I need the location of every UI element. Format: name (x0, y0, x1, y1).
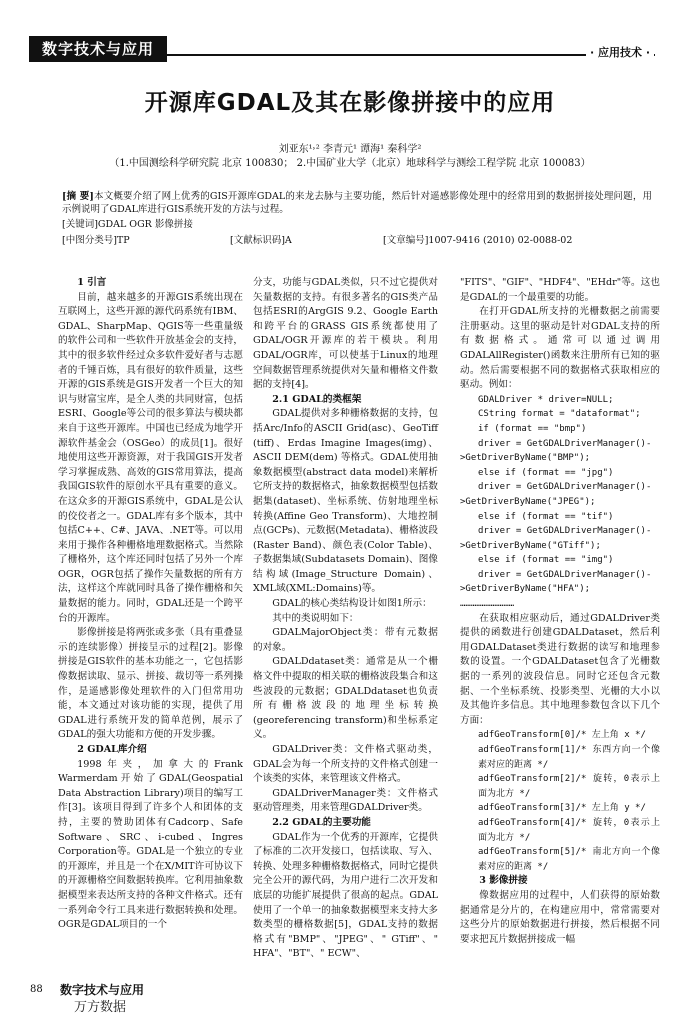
column-1 (58, 276, 243, 933)
paragraph: 像数据应用的过程中，人们获得的原始数据通常是分片的，在构建应用中，常常需要对这些分片的原始数据进行拼接，然后根据不同要求把瓦片数据拼接成一幅 (460, 889, 660, 945)
column-2 (253, 276, 438, 962)
clc-number: [中图分类号]TP (62, 235, 130, 246)
journal-banner: 数字技术与应用 (29, 36, 167, 62)
watermark: 万方数据 (74, 1000, 127, 1015)
authors: 刘亚东¹˒² 李青元¹ 谭海¹ 秦科学² (278, 144, 422, 155)
paragraph: GDALDdataset类：通常是从一个栅格文件中提取的相关联的栅格波段集合和这些波段的元数据；GDALDdataset也负责所有栅格波段的地理坐标转换(georeferencing transform)和坐标系定义。 (253, 656, 438, 741)
section-heading: 2.2 GDAL的主要功能 (272, 816, 371, 828)
affiliations: （1.中国测绘科学研究院 北京 100830； 2.中国矿业大学（北京）地球科学与测绘工程学院 北京 100083） (109, 158, 591, 169)
code-line: driver = GetGDALDriverManager()- (478, 569, 652, 580)
code-line: >GetDriverByName("BMP"); (460, 453, 591, 464)
paragraph: GDALDriverManager类：文件格式驱动管理类，用来管理GDALDriver类。 (253, 787, 438, 814)
code-line: else if (format == "tif") (478, 511, 614, 522)
section-heading: 2.1 GDAL的类框架 (272, 393, 362, 405)
code-line: >GetDriverByName("GTiff"); (460, 540, 601, 551)
paragraph: 在打开GDAL所支持的光栅数据之前需要注册驱动。这里的驱动是针对GDAL支持的所有数据格式。通常可以通过调用GDALAllRegister()函数来注册所有已知的驱动。然后需要根据不同的数据格式获取相应的驱动。例如： (460, 306, 660, 391)
document-code: [文献标识码]A (230, 235, 292, 246)
paragraph: GDAL作为一个优秀的开源库，它提供了标准的二次开发接口，包括读取、写入、转换、处理多种栅格数据格式，同时它提供完全公开的源代码，为用户进行二次开发和底层的功能扩展提供了很高的起点。GDAL使用了一个单一的抽象数据模型来支持大多数类型的栅格数据[5]，GDAL支持的数据格式有"BMP"、"JPEG"、" GTiff"、" HFA"、"BT"、" ECW"、 (253, 831, 438, 960)
paragraph: 影像拼接是将两张或多张（具有重叠显示的连续影像）拼接呈示的过程[2]。影像拼接是GIS软件的基本功能之一，它包括影像数据读取、显示、拼接、裁切等一系列操作，是遥感影像处理软件的入门但常用功能，本文通过对该功能的实现，提供了用GDAL进行系统开发的简单范例，展示了GDAL的强大功能和方便的开发步骤。 (58, 627, 243, 741)
paragraph: GDALDriver类：文件格式驱动类，GDAL会为每一个所支持的文件格式创建一个该类的实体，来管理该文件格式。 (253, 744, 438, 785)
code-line: >GetDriverByName("JPEG"); (460, 496, 596, 507)
code-line: driver = GetGDALDriverManager()- (478, 438, 652, 449)
paragraph: 目前，越来越多的开源GIS系统出现在互联网上，这些开源的源代码系统有IBM、GDAL、SharpMap、QGIS等一些重量级的软件公司和一些软件开放基金会的支持，其中的很多软件经过众多软件爱好者与志愿者的千锤百炼，具有很好的软件质量，这些开源的GIS系统是GIS开发者一个巨大的知识与财富宝库，是全人类的共同财富，包括ESRI、Google等公司的很多算法与模块都来自于这些开源库。中国也已经成为地学开源软件基金会（OSGeo）的成员[1]。很好地使用这些开源资源，对于我国GIS开发者学习掌握成熟、高效的GIS常用算法，提高我国GIS软件的原创水平具有重要的意义。在这众多的开源GIS系统中，GDAL是公认的佼佼者之一。GDAL库有多个版本，其中包括C++、C#、JAVA、.NET等。可以用来用于操作各种栅格地理数据格式。当然除了栅格外，这个库还同时包括了另外一个库OGR，OGR包括了操作矢量数据的所有方法，这样这个库就同时具备了操作栅格和矢量数据的能力。同时，GDAL还是一个跨平台的开源库。 (58, 291, 243, 624)
code-line: ………………………… (460, 599, 515, 610)
code-line: else if (format == "jpg") (478, 467, 614, 478)
footer-journal-name: 数字技术与应用 (60, 983, 145, 997)
column-3 (460, 276, 660, 947)
abstract-label: [摘 要] (62, 191, 94, 202)
section-tag: · 应用技术 · (586, 44, 654, 60)
paragraph: GDAL提供对多种栅格数据的支持，包括Arc/Info的ASCII Grid(asc)、GeoTiff (tiff)、Erdas Imagine Images(img)、ASCII DEM(dem) 等格式。GDAL使用抽象数据模型(abstract data model)来解析它所支持的数据格式，抽象数据模型包括数据集(dataset)、坐标系统、仿射地理坐标转换(Affine Geo Transform)、大地控制点(GCPs)、元数据(Metadata)、栅格波段(Raster Band)、颜色表(Color Table)、子数据集域(Subdatasets Domain)、图像结构域(Image_Structure Domain)、XML域(XML:Domains)等。 (253, 408, 438, 595)
code-line: adfGeoTransform[5]/* 南北方向一个像素对应的距离 */ (478, 847, 660, 872)
paragraph: 1998年夹，加拿大的Frank Warmerdam开始了GDAL(Geospatial Data Abstraction Library)项目的编写工作[3]。该项目得到了许多个人和团体的支持，主要的赞助团体有Cadcorp、Safe Software、SRC、i-cubed、Ingres Corporation等。GDAL是一个独立的专业的开源库，并且是一个在X/MIT许可协议下的开源栅格空间数据转换库。它利用抽象数据模型来表达所支持的各种文件格式。还有一系列命令行工具来进行数据转换和处理。OGR是GDAL项目的一个 (58, 758, 243, 931)
header-rule (167, 54, 655, 56)
code-line: adfGeoTransform[2]/* 旋转，0表示上面为北方 */ (478, 774, 660, 799)
code-line: CString format = "dataformat"; (478, 409, 641, 420)
code-line: driver = GetGDALDriverManager()- (478, 526, 652, 537)
code-line: adfGeoTransform[0]/* 左上角 x */ (478, 730, 646, 741)
paragraph: 分支，功能与GDAL类似，只不过它提供对矢量数据的支持。有很多著名的GIS类产品包括ESRI的ArgGIS 9.2、Google Earth和跨平台的GRASS GIS系统都使用了GDAL/OGR开源库的若干模块。利用GDAL/OGR库，可以使基于Linux的地理空间数据管理系统提供对矢量和栅格文件数据的支持[4]。 (253, 277, 438, 391)
paragraph: GDALMajorObject类：带有元数据的对象。 (253, 627, 438, 653)
abstract-text: 本文概要介绍了网上优秀的GIS开源库GDAL的来龙去脉与主要功能，然后针对遥感影像处理中的经常用到的数据拼接处理问题，用示例说明了GDAL库进行GIS系统开发的方法与过程。 (62, 191, 652, 215)
code-line: >GetDriverByName("HFA"); (460, 584, 591, 595)
paragraph: 其中的类说明如下： (272, 612, 359, 624)
paragraph: 在获取相应驱动后，通过GDALDriver类提供的函数进行创建GDALDataset，然后利用GDALDataset类进行数据的读写和地理参数的设置。一个GDALDataset包含了光栅数据的一系列的波段信息。同时它还包含元数据、一个坐标系统、投影类型、光栅的大小以及其他许多信息。其中地理参数包含以下几个方面： (460, 612, 660, 726)
section-heading: 3 影像拼接 (479, 875, 528, 887)
paragraph: "FITS"、"GIF"、"HDF4"、"EHdr"等。这也是GDAL的一个最重要的功能。 (460, 277, 660, 303)
keywords: [关键词]GDAL OGR 影像拼接 (62, 219, 193, 230)
code-line: adfGeoTransform[4]/* 旋转，0表示上面为北方 */ (478, 817, 660, 843)
code-line: adfGeoTransform[3]/* 左上角 y */ (478, 803, 646, 814)
section-heading: 1 引言 (77, 277, 107, 288)
code-line: GDALDriver * driver=NULL; (478, 394, 614, 405)
code-line: else if (format == "img") (478, 555, 614, 566)
article-number: [文章编号]1007-9416 (2010) 02-0088-02 (383, 235, 573, 246)
section-heading: 2 GDAL库介绍 (77, 744, 147, 755)
code-line: driver = GetGDALDriverManager()- (478, 482, 652, 493)
code-line: if (format == "bmp") (478, 423, 587, 434)
paragraph: GDAL的核心类结构设计如图1所示： (272, 598, 432, 610)
abstract (62, 190, 652, 216)
code-line: adfGeoTransform[1]/* 东西方向一个像素对应的距离 */ (478, 745, 660, 770)
article-title: 开源库GDAL及其在影像拼接中的应用 (144, 90, 556, 116)
page-number: 88 (30, 984, 43, 995)
